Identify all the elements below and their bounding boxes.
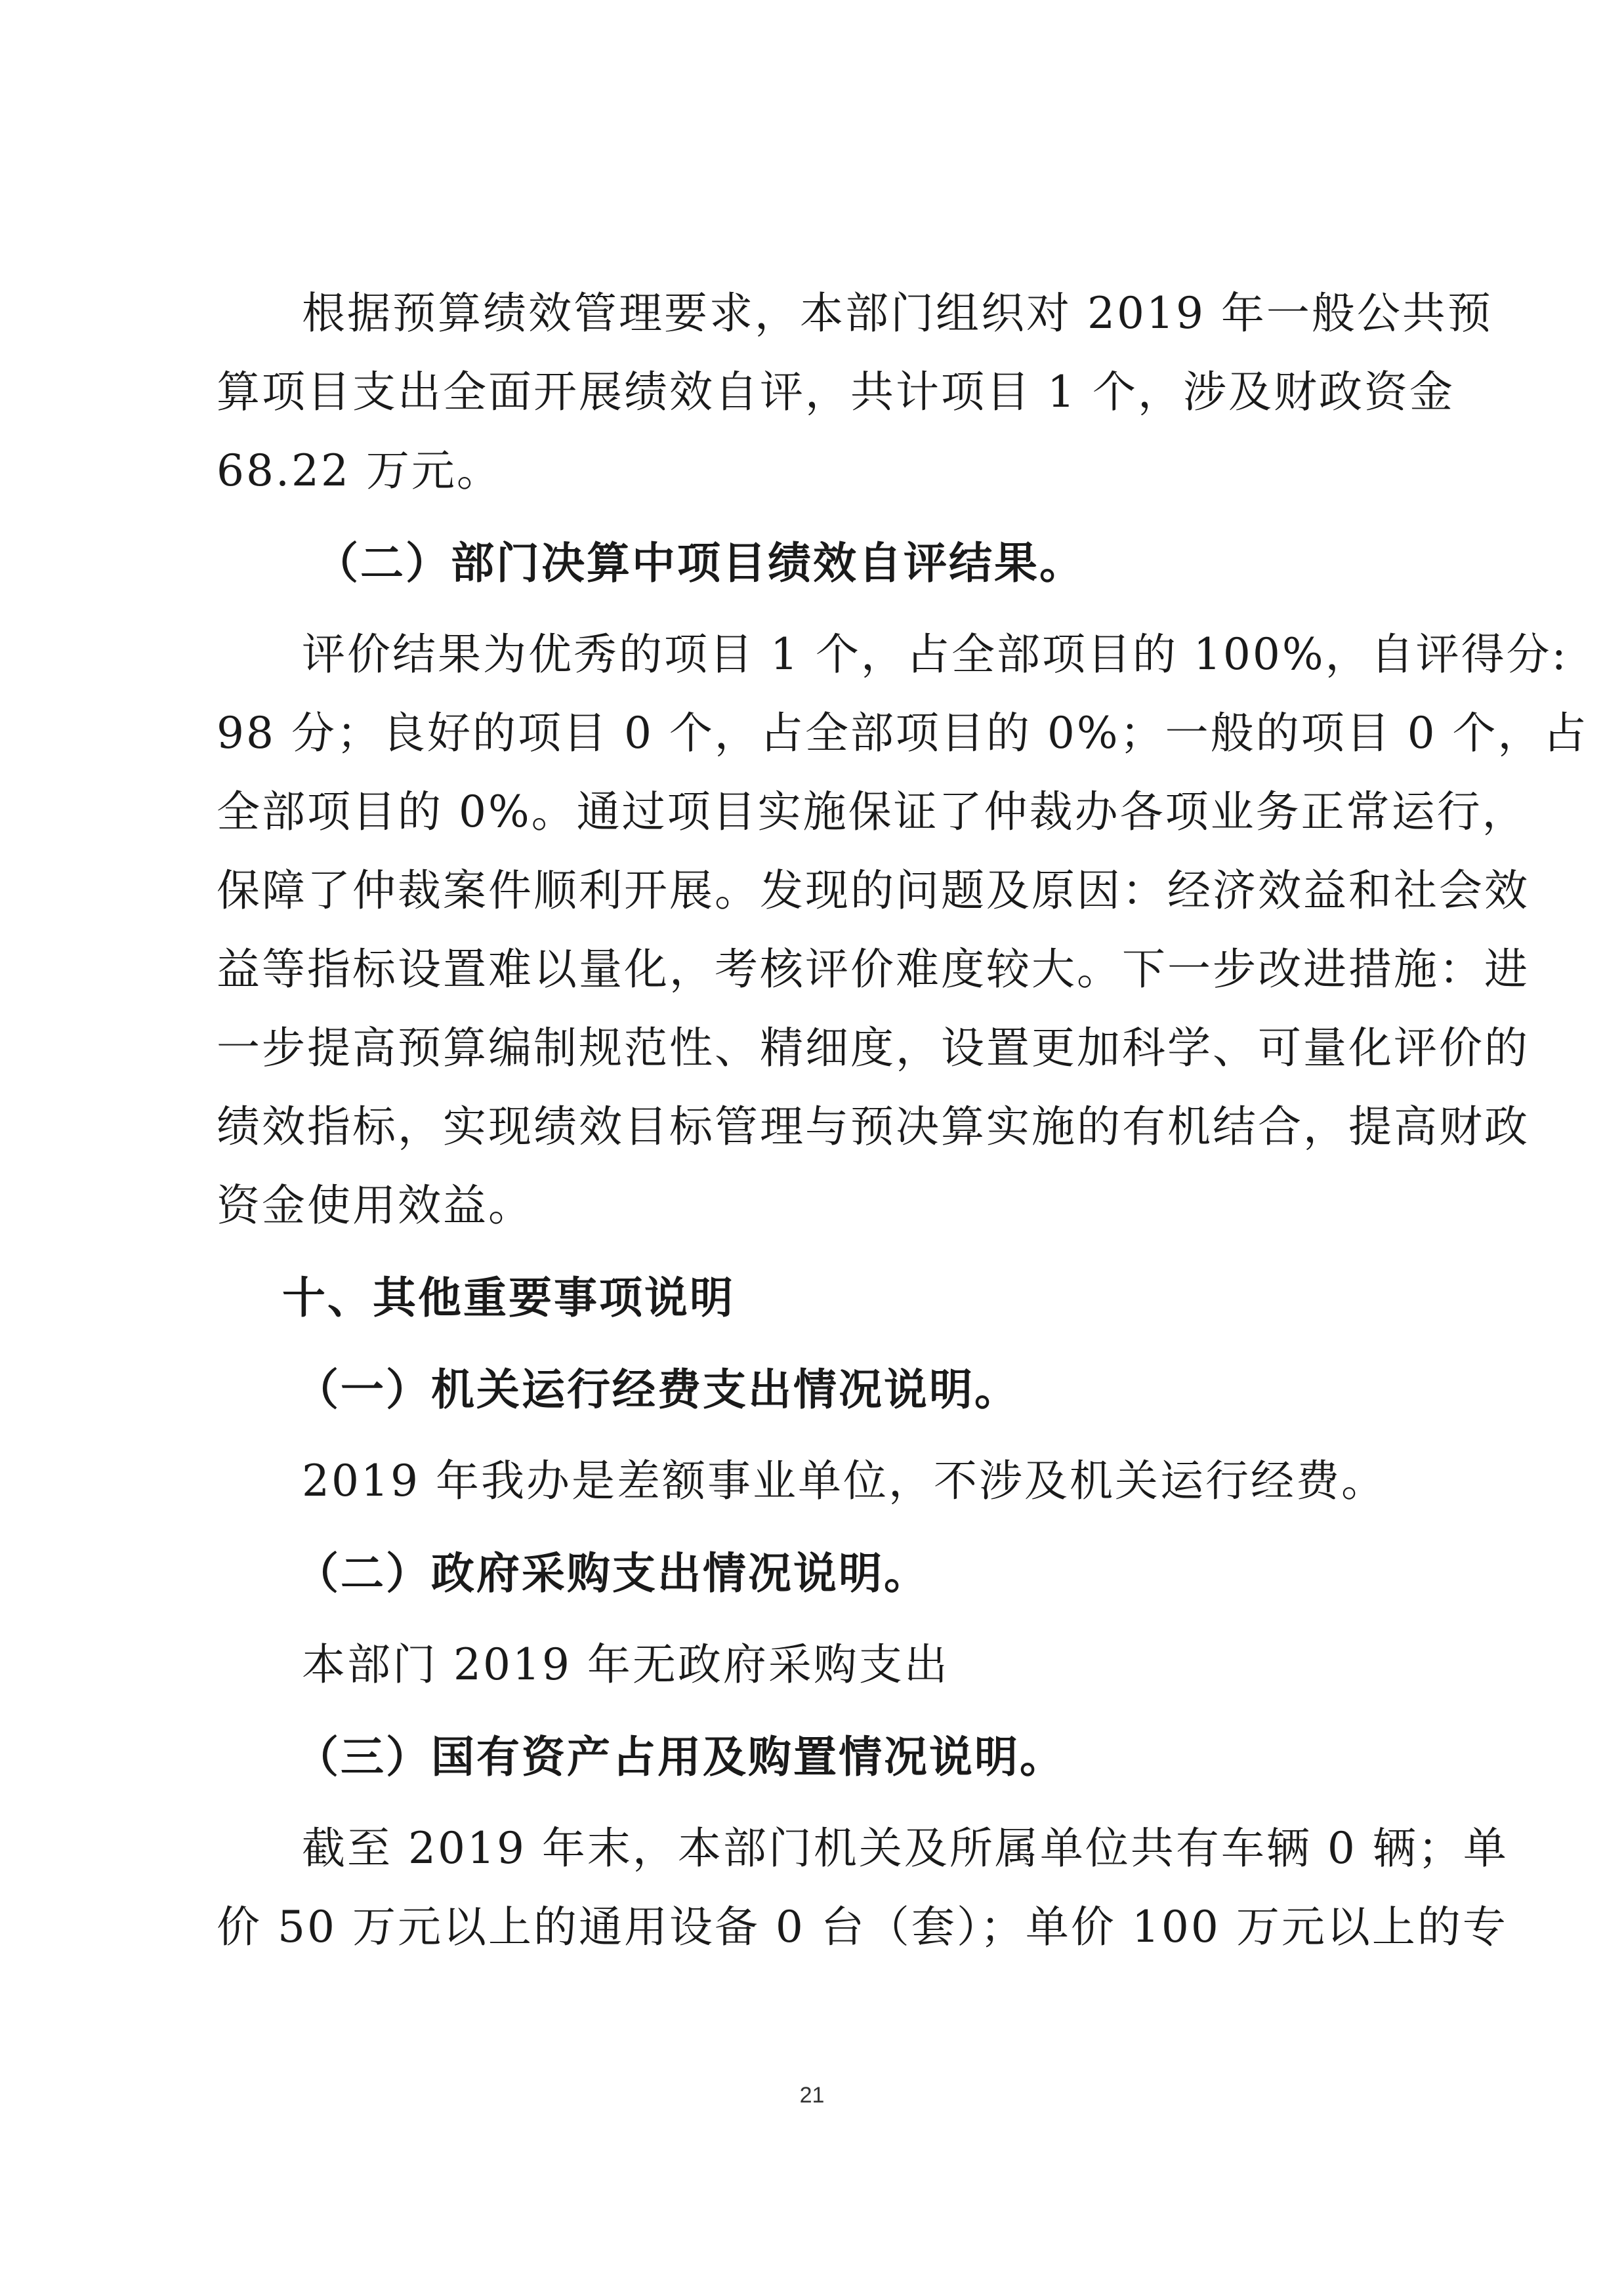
section-subheading: （一）机关运行经费支出情况说明。: [295, 1364, 1020, 1415]
paragraph-line: 本部门 2019 年无政府采购支出: [302, 1639, 949, 1690]
paragraph-line: 2019 年我办是差额事业单位，不涉及机关运行经费。: [302, 1456, 1386, 1506]
paragraph-line: 益等指标设置难以量化，考核评价难度较大。下一步改进措施：进: [217, 944, 1530, 994]
paragraph-line: 68.22 万元。: [217, 445, 502, 496]
paragraph-line: 98 分；良好的项目 0 个，占全部项目的 0%；一般的项目 0 个，占: [217, 708, 1589, 758]
paragraph-line: 算项目支出全面开展绩效自评，共计项目 1 个，涉及财政资金: [217, 367, 1455, 417]
paragraph-line: 一步提高预算编制规范性、精细度，设置更加科学、可量化评价的: [217, 1023, 1530, 1073]
paragraph-line: 全部项目的 0%。通过项目实施保证了仲裁办各项业务正常运行，: [217, 787, 1528, 837]
paragraph-line: 根据预算绩效管理要求，本部门组织对 2019 年一般公共预: [302, 288, 1493, 338]
paragraph-line: 保障了仲裁案件顺利开展。发现的问题及原因：经济效益和社会效: [217, 865, 1530, 916]
section-subheading: （二）政府采购支出情况说明。: [295, 1548, 929, 1599]
paragraph-line: 资金使用效益。: [217, 1180, 533, 1231]
paragraph-line: 价 50 万元以上的通用设备 0 台（套）；单价 100 万元以上的专: [217, 1902, 1508, 1952]
page-number: 21: [799, 2083, 825, 2108]
paragraph-line: 绩效指标，实现绩效目标管理与预决算实施的有机结合，提高财政: [217, 1101, 1530, 1152]
section-subheading: （三）国有资产占用及购置情况说明。: [295, 1731, 1065, 1782]
section-heading: 十、其他重要事项说明: [282, 1272, 735, 1323]
paragraph-line: 评价结果为优秀的项目 1 个，占全部项目的 100%，自评得分:: [302, 629, 1568, 680]
section-subheading: （二）部门决算中项目绩效自评结果。: [315, 537, 1085, 588]
paragraph-line: 截至 2019 年末，本部门机关及所属单位共有车辆 0 辆；单: [302, 1823, 1509, 1874]
